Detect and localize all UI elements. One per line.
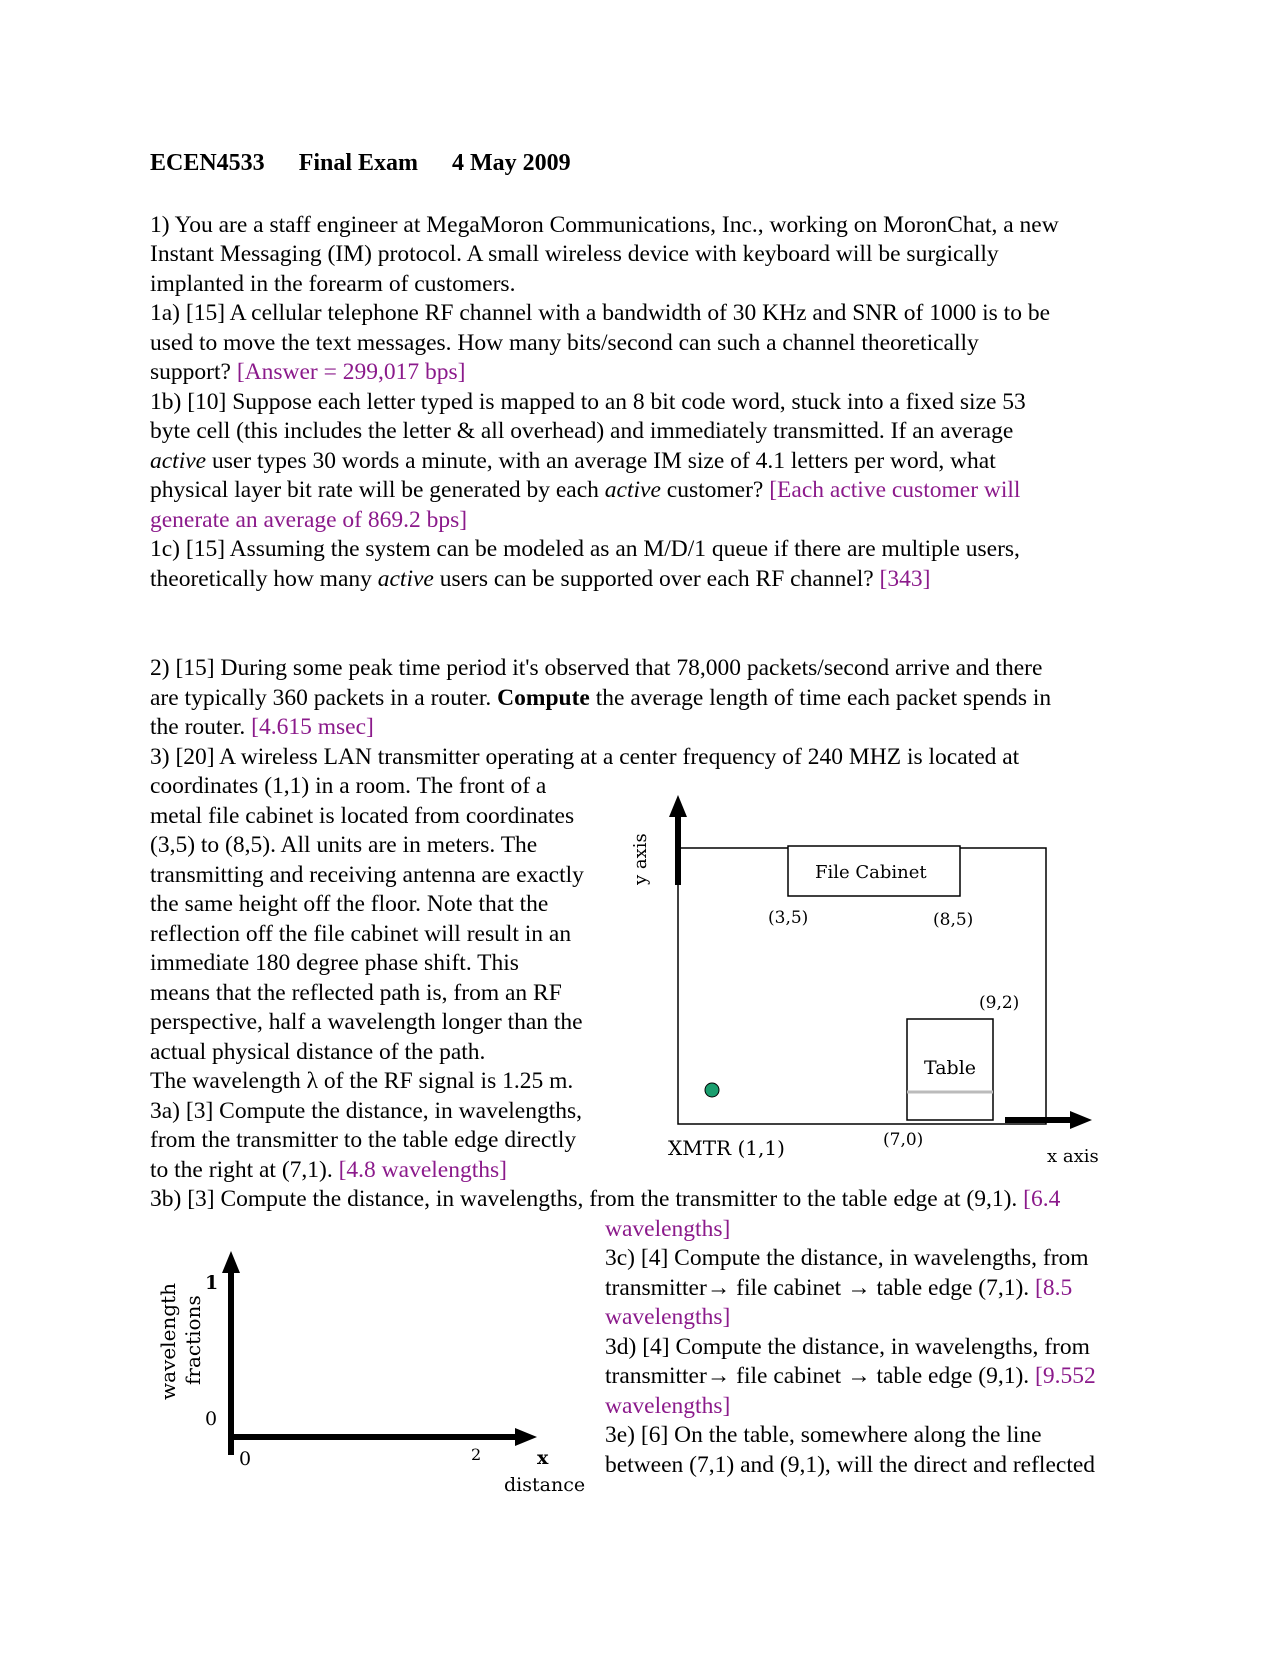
q3e-line1: 3e) [6] On the table, somewhere along the line <box>605 1422 1042 1448</box>
q3-left-line4: transmitting and receiving antenna are exactly <box>150 862 584 888</box>
q3-left-line10: actual physical distance of the path. <box>150 1039 486 1065</box>
q3d-line1: 3d) [4] Compute the distance, in wavelengths, from <box>605 1334 1090 1360</box>
q1b-line3: active user types 30 words a minute, with an average IM size of 4.1 letters per word, what <box>150 448 996 474</box>
q3c-answer-part1: [8.5 <box>1035 1275 1073 1301</box>
q3a-line2: from the transmitter to the table edge directly <box>150 1127 577 1153</box>
file-cabinet-label: File Cabinet <box>815 862 927 883</box>
wave-y-axis-arrowhead <box>222 1251 240 1273</box>
q1b-line1: 1b) [10] Suppose each letter typed is mapped to an 8 bit code word, stuck into a fixed size 53 <box>150 389 1026 415</box>
q3-line1: 3) [20] A wireless LAN transmitter operating at a center frequency of 240 MHZ is located at <box>150 744 1020 770</box>
wave-y-tick-1: 1 <box>205 1272 219 1294</box>
point-7-0-label: (7,0) <box>883 1130 924 1150</box>
q2-line1: 2) [15] During some peak time period it's observed that 78,000 packets/second arrive and there <box>150 655 1043 681</box>
q1c-line2: theoretically how many active users can be supported over each RF channel? [343] <box>150 566 931 592</box>
exam-date: 4 May 2009 <box>452 150 571 176</box>
point-9-2-label: (9,2) <box>979 993 1020 1013</box>
q1b-line2: byte cell (this includes the letter & all overhead) and immediately transmitted. If an average <box>150 418 1014 444</box>
x-axis-label: x axis <box>1047 1146 1099 1167</box>
point-3-5-label: (3,5) <box>768 908 809 928</box>
q3d-line2: transmitter→ file cabinet → table edge (9,1). [9.552 <box>605 1363 1096 1389</box>
xmtr-label: XMTR (1,1) <box>668 1136 785 1160</box>
q3a-line3: to the right at (7,1). [4.8 wavelengths] <box>150 1157 507 1183</box>
q1a-line1: 1a) [15] A cellular telephone RF channel with a bandwidth of 30 KHz and SNR of 1000 is to be <box>150 300 1050 326</box>
q3-left-line6: reflection off the file cabinet will result in an <box>150 921 572 947</box>
y-axis-label: y axis <box>630 833 651 885</box>
wave-y-label-line1: wavelength <box>156 1282 180 1400</box>
wave-y-label-line2: fractions <box>181 1295 205 1385</box>
wave-x-tick-2: 2 <box>471 1445 482 1464</box>
q1a-answer: [Answer = 299,017 bps] <box>236 359 466 385</box>
wave-y-tick-0: 0 <box>205 1408 218 1430</box>
q3c-answer-part2: wavelengths] <box>605 1304 731 1330</box>
q3b-line1: 3b) [3] Compute the distance, in wavelengths, from the transmitter to the table edge at (9,1). [6.4 <box>150 1186 1061 1212</box>
wave-x-axis-label: distance <box>504 1474 586 1496</box>
wave-x-tick-0: 0 <box>239 1448 252 1470</box>
wave-x-axis-var: x <box>537 1447 549 1469</box>
q3a-line1: 3a) [3] Compute the distance, in wavelengths, <box>150 1098 583 1124</box>
q2-line3: the router. [4.615 msec] <box>150 714 374 740</box>
table-label: Table <box>924 1057 977 1079</box>
q3b-answer-part1: [6.4 <box>1023 1186 1061 1212</box>
q2-answer: [4.615 msec] <box>251 714 374 740</box>
q3c-line2: transmitter→ file cabinet → table edge (7,1). [8.5 <box>605 1275 1073 1301</box>
q3-left-line7: immediate 180 degree phase shift. This <box>150 950 519 976</box>
q1-line3: implanted in the forearm of customers. <box>150 271 516 297</box>
q1a-line3: support? [Answer = 299,017 bps] <box>150 359 466 385</box>
q1b-answer-part1: [Each active customer will <box>769 477 1021 503</box>
exam-title: Final Exam <box>298 150 419 176</box>
q3-left-line1: coordinates (1,1) in a room. The front of a <box>150 773 547 799</box>
point-8-5-label: (8,5) <box>933 910 974 930</box>
q3-left-line8: means that the reflected path is, from an RF <box>150 980 562 1006</box>
q1-line2: Instant Messaging (IM) protocol. A small wireless device with keyboard will be surgically <box>150 241 999 267</box>
q1b-line4: physical layer bit rate will be generated by each active customer? [Each active customer will <box>150 477 1021 503</box>
q3e-line2: between (7,1) and (9,1), will the direct and reflected <box>605 1452 1096 1478</box>
q1a-line2: used to move the text messages. How many bits/second can such a channel theoretically <box>150 330 979 356</box>
q3-left-line9: perspective, half a wavelength longer than the <box>150 1009 583 1035</box>
q3d-answer-part2: wavelengths] <box>605 1393 731 1419</box>
wave-x-axis-arrowhead <box>515 1428 537 1446</box>
q1-line1: 1) You are a staff engineer at MegaMoron Communications, Inc., working on MoronChat, a new <box>150 212 1059 238</box>
q1c-line1: 1c) [15] Assuming the system can be modeled as an M/D/1 queue if there are multiple users, <box>150 536 1020 562</box>
q3a-answer: [4.8 wavelengths] <box>338 1157 507 1183</box>
q1c-answer: [343] <box>879 566 931 592</box>
q3d-answer-part1: [9.552 <box>1035 1363 1096 1389</box>
q3c-line1: 3c) [4] Compute the distance, in wavelengths, from <box>605 1245 1089 1271</box>
q3b-answer-part2: wavelengths] <box>605 1216 731 1242</box>
q3-left-line11: The wavelength λ of the RF signal is 1.25 m. <box>150 1068 574 1094</box>
q3-left-line5: the same height off the floor. Note that the <box>150 891 549 917</box>
q3-left-line3: (3,5) to (8,5). All units are in meters. The <box>150 832 538 858</box>
q2-line2: are typically 360 packets in a router. Compute the average length of time each packet spends in <box>150 685 1052 711</box>
course-code: ECEN4533 <box>150 150 265 176</box>
q1b-answer-part2: generate an average of 869.2 bps] <box>150 507 468 533</box>
q3-left-line2: metal file cabinet is located from coordinates <box>150 803 575 829</box>
